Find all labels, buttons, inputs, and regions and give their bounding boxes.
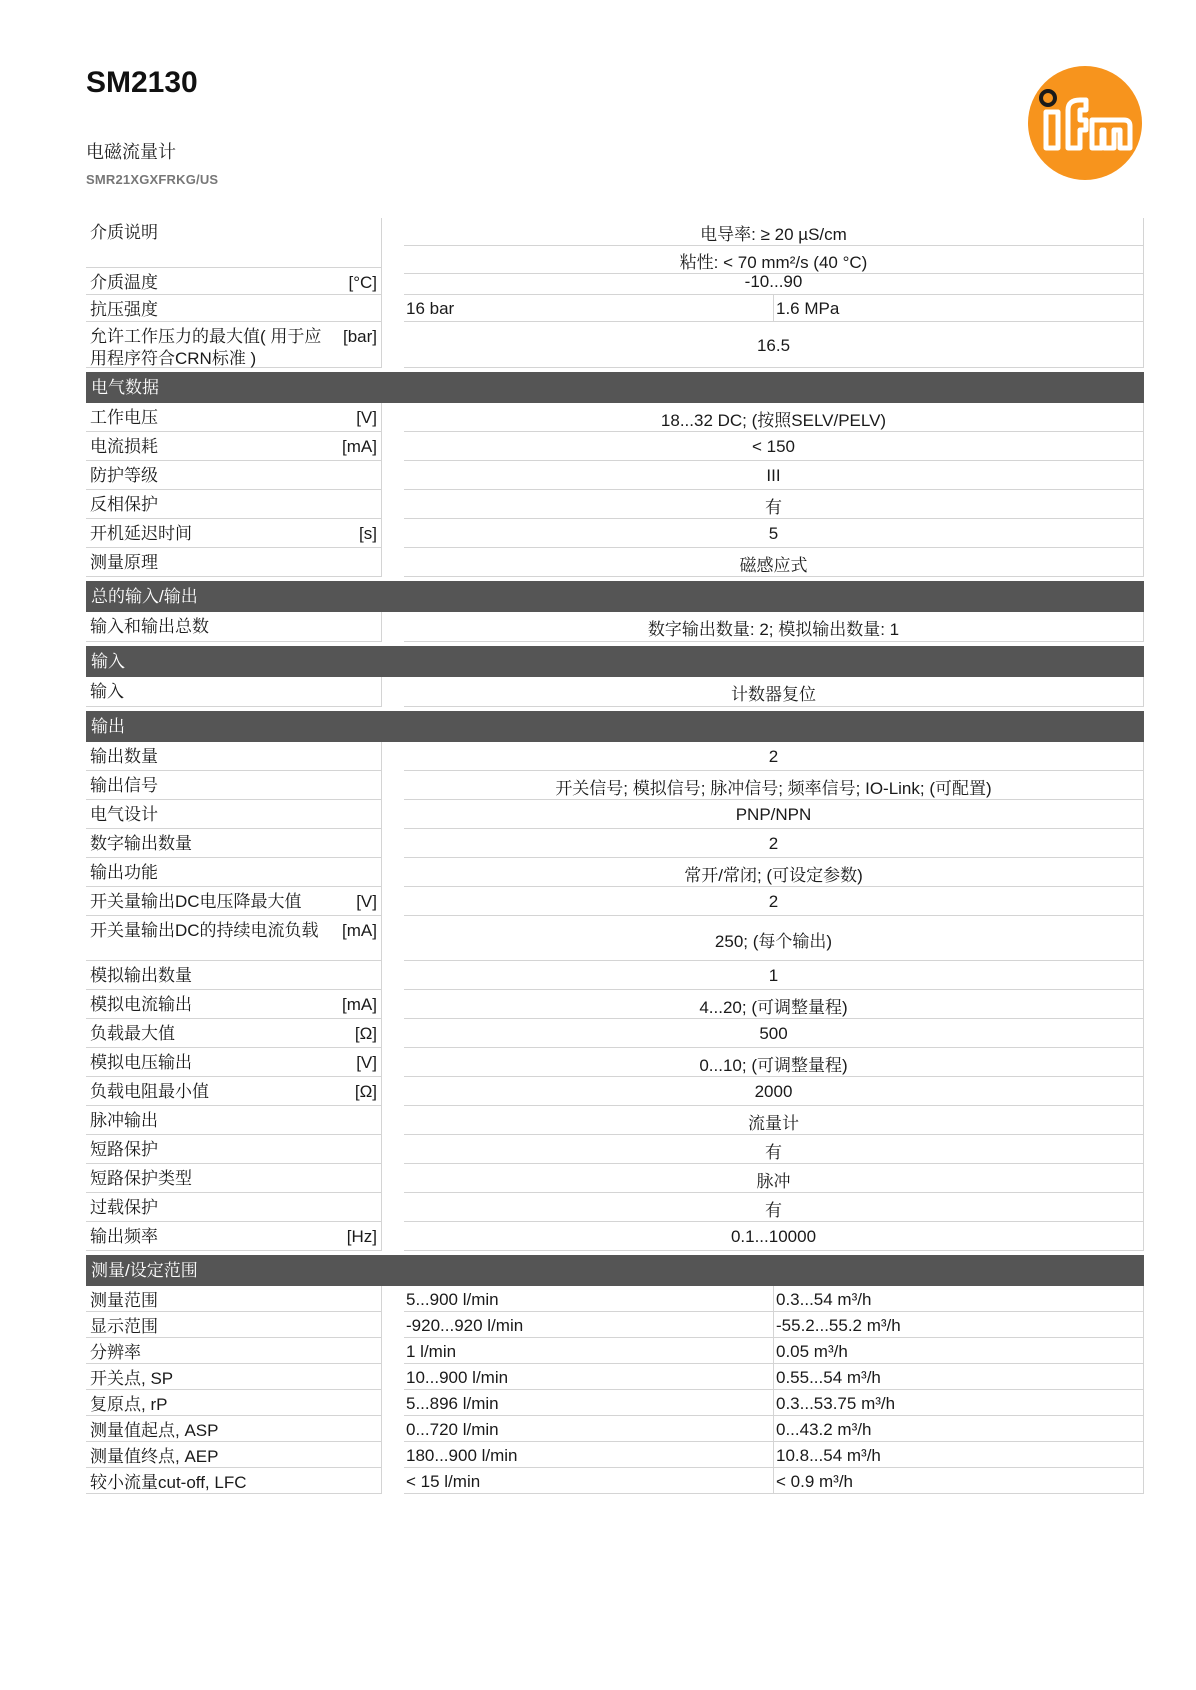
- spec-row: [86, 829, 1144, 858]
- spec-label: [86, 1468, 382, 1494]
- spec-row: [86, 887, 1144, 916]
- spec-label-text: 输出频率: [90, 1227, 158, 1246]
- spec-label-text: 输出功能: [90, 863, 158, 882]
- spacer: [382, 887, 404, 916]
- spec-value: [404, 1193, 1144, 1222]
- spec-value-text: 0.1...10000: [404, 1222, 1144, 1251]
- spec-row: [86, 1468, 1144, 1494]
- spec-label-text: 短路保护类型: [90, 1169, 192, 1188]
- spec-label-text: 较小流量cut-off, LFC: [90, 1473, 247, 1492]
- spec-unit: [Hz]: [346, 1227, 377, 1246]
- spec-value: [404, 961, 1144, 990]
- spec-row: [86, 1135, 1144, 1164]
- spec-label: [86, 961, 382, 990]
- spec-label: [86, 1048, 382, 1077]
- spacer: [382, 1416, 404, 1442]
- spec-label-text: 分辨率: [90, 1343, 141, 1362]
- spec-value-cell: 16 bar: [404, 295, 774, 322]
- spec-value-text: 有: [404, 1135, 1144, 1164]
- spec-value-text: 计数器复位: [404, 677, 1144, 707]
- spec-label: [86, 548, 382, 577]
- spec-label: [86, 1364, 382, 1390]
- spec-row: [86, 1312, 1144, 1338]
- spec-label-text: 抗压强度: [90, 300, 158, 319]
- spacer: [382, 677, 404, 707]
- spec-value-text: 18...32 DC; (按照SELV/PELV): [404, 403, 1144, 432]
- spec-value: [404, 677, 1144, 707]
- spec-unit: [mA]: [342, 437, 377, 456]
- spec-label-text: 负载电阻最小值: [90, 1082, 209, 1101]
- spec-value: [404, 490, 1144, 519]
- spacer: [382, 432, 404, 461]
- spec-value-cell: < 0.9 m³/h: [774, 1468, 1144, 1494]
- spec-value-cell: 0.3...54 m³/h: [774, 1286, 1144, 1312]
- spec-value: [404, 1222, 1144, 1251]
- spec-value-text: 2: [404, 742, 1144, 771]
- spec-label-text: 测量值起点, ASP: [90, 1421, 219, 1440]
- spec-value-cell: 10.8...54 m³/h: [774, 1442, 1144, 1468]
- spacer: [382, 961, 404, 990]
- spec-value-text: 250; (每个输出): [404, 916, 1144, 961]
- spec-value-cell: 1 l/min: [404, 1338, 774, 1364]
- spec-label: [86, 771, 382, 800]
- spacer: [382, 490, 404, 519]
- spec-value: [404, 1135, 1144, 1164]
- spec-label-text: 工作电压: [90, 408, 158, 427]
- spec-value-text: III: [404, 461, 1144, 490]
- spec-value-cell: 1.6 MPa: [774, 295, 1144, 322]
- spec-value-cell: 0...43.2 m³/h: [774, 1416, 1144, 1442]
- spec-value-cell: 0.55...54 m³/h: [774, 1364, 1144, 1390]
- spec-value-cell: 5...900 l/min: [404, 1286, 774, 1312]
- spacer: [382, 403, 404, 432]
- spec-unit: [mA]: [342, 995, 377, 1014]
- spec-unit: [V]: [356, 892, 377, 911]
- spec-value: [404, 1468, 1144, 1494]
- spec-value: [404, 990, 1144, 1019]
- spec-label-text: 测量范围: [90, 1291, 158, 1310]
- spec-label: [86, 1338, 382, 1364]
- spec-label: [86, 322, 382, 368]
- spacer: [382, 1286, 404, 1312]
- spec-row: [86, 742, 1144, 771]
- spec-value-split: [404, 1286, 1144, 1312]
- spec-value: [404, 1312, 1144, 1338]
- spec-value-text: 脉冲: [404, 1164, 1144, 1193]
- spec-unit: [mA]: [342, 921, 377, 940]
- spec-unit: [bar]: [342, 327, 377, 346]
- spacer: [382, 858, 404, 887]
- spec-label-text: 反相保护: [90, 495, 158, 514]
- spec-value: [404, 829, 1144, 858]
- spec-label: [86, 1286, 382, 1312]
- spec-label-text: 模拟电压输出: [90, 1053, 192, 1072]
- spec-row: [86, 800, 1144, 829]
- spec-label-text: 脉冲输出: [90, 1111, 158, 1130]
- spacer: [382, 1312, 404, 1338]
- spacer: [382, 1135, 404, 1164]
- spec-value: [404, 916, 1144, 961]
- spacer: [382, 1077, 404, 1106]
- spec-label: [86, 1193, 382, 1222]
- spec-value: [404, 1442, 1144, 1468]
- spec-label-text: 数字输出数量: [90, 834, 192, 853]
- spec-value: [404, 1286, 1144, 1312]
- product-title: SM2130: [86, 66, 198, 99]
- spec-value: [404, 1048, 1144, 1077]
- spec-label: [86, 742, 382, 771]
- spacer: [382, 1338, 404, 1364]
- spacer: [382, 990, 404, 1019]
- spec-label: [86, 461, 382, 490]
- spec-row: [86, 1019, 1144, 1048]
- spacer: [382, 1048, 404, 1077]
- spec-value-text: 流量计: [404, 1106, 1144, 1135]
- spec-value-cell: 0.05 m³/h: [774, 1338, 1144, 1364]
- spec-value-split: [404, 1442, 1144, 1468]
- section-header: 输出: [86, 711, 1144, 742]
- spec-row: [86, 1364, 1144, 1390]
- spec-value: [404, 612, 1144, 642]
- spacer: [382, 1442, 404, 1468]
- spec-label: [86, 887, 382, 916]
- spec-row: [86, 461, 1144, 490]
- spec-label: [86, 490, 382, 519]
- spec-value-text: 2: [404, 887, 1144, 916]
- spec-label: [86, 1164, 382, 1193]
- spec-label-text: 短路保护: [90, 1140, 158, 1159]
- spec-unit: [Ω]: [354, 1082, 377, 1101]
- spec-row: [86, 1338, 1144, 1364]
- spec-label: [86, 1442, 382, 1468]
- spec-value-cell: 10...900 l/min: [404, 1364, 774, 1390]
- spec-value: [404, 295, 1144, 322]
- spec-value-text: 2: [404, 829, 1144, 858]
- spec-value: [404, 1019, 1144, 1048]
- spec-label-text: 开关量输出DC的持续电流负载: [90, 921, 319, 940]
- spec-row: [86, 916, 1144, 961]
- spec-row: [86, 1193, 1144, 1222]
- spec-value-text: PNP/NPN: [404, 800, 1144, 829]
- spec-value: [404, 742, 1144, 771]
- spec-label: [86, 1416, 382, 1442]
- spec-row: [86, 612, 1144, 642]
- spec-value-cell: -55.2...55.2 m³/h: [774, 1312, 1144, 1338]
- spacer: [382, 1364, 404, 1390]
- spacer: [382, 519, 404, 548]
- spec-row: [86, 1286, 1144, 1312]
- spec-label-text: 输入: [90, 682, 124, 701]
- spec-label-text: 测量原理: [90, 553, 158, 572]
- spec-unit: [Ω]: [354, 1024, 377, 1043]
- spec-label-text: 模拟输出数量: [90, 966, 192, 985]
- spec-value: [404, 403, 1144, 432]
- spacer: [382, 612, 404, 642]
- spec-table: [86, 218, 1144, 1494]
- spec-label: [86, 1135, 382, 1164]
- spacer: [382, 1222, 404, 1251]
- spec-row: [86, 268, 1144, 295]
- spec-value-cell: -920...920 l/min: [404, 1312, 774, 1338]
- spec-label: [86, 990, 382, 1019]
- spec-label: [86, 612, 382, 642]
- spec-row: [86, 1077, 1144, 1106]
- spec-value: [404, 519, 1144, 548]
- spacer: [382, 1164, 404, 1193]
- spec-label: [86, 295, 382, 322]
- spec-value-split: [404, 1338, 1144, 1364]
- spec-label: [86, 1312, 382, 1338]
- spec-label-text: 介质说明: [90, 223, 158, 242]
- spec-value: [404, 887, 1144, 916]
- spacer: [382, 461, 404, 490]
- spec-value-cell: 0...720 l/min: [404, 1416, 774, 1442]
- spec-label-text: 输入和输出总数: [90, 617, 209, 636]
- spec-label-text: 复原点, rP: [90, 1395, 168, 1414]
- spec-value-text: 16.5: [404, 322, 1144, 368]
- spacer: [382, 800, 404, 829]
- spec-value: [404, 1106, 1144, 1135]
- spec-value-split: [404, 1364, 1144, 1390]
- spec-label: [86, 1222, 382, 1251]
- spec-value: [404, 461, 1144, 490]
- spec-label: [86, 432, 382, 461]
- spec-row: [86, 858, 1144, 887]
- spec-value-text: -10...90: [404, 268, 1144, 295]
- spec-value: [404, 1390, 1144, 1416]
- spec-row: [86, 295, 1144, 322]
- section-header: 测量/设定范围: [86, 1255, 1144, 1286]
- spec-label-text: 过载保护: [90, 1198, 158, 1217]
- spec-row: [86, 1442, 1144, 1468]
- ifm-logo: [1026, 64, 1144, 182]
- spec-label: [86, 268, 382, 295]
- spec-value: [404, 771, 1144, 800]
- spec-label: [86, 677, 382, 707]
- spec-value: [404, 322, 1144, 368]
- spec-row: [86, 218, 1144, 272]
- spec-row: [86, 1222, 1144, 1251]
- spec-row: [86, 990, 1144, 1019]
- spec-label: [86, 218, 382, 268]
- spacer: [382, 1390, 404, 1416]
- spec-row: [86, 961, 1144, 990]
- spec-row: [86, 322, 1144, 368]
- spec-value-split: [404, 1468, 1144, 1494]
- spec-label-text: 允许工作压力的最大值( 用于应用程序符合CRN标准 ): [90, 327, 322, 368]
- spec-unit: [°C]: [348, 273, 377, 292]
- spacer: [382, 218, 404, 268]
- spec-label-text: 输出数量: [90, 747, 158, 766]
- spec-label-text: 显示范围: [90, 1317, 158, 1336]
- spec-label: [86, 1019, 382, 1048]
- spec-label: [86, 519, 382, 548]
- product-subtitle: 电磁流量计: [86, 142, 176, 162]
- spec-label: [86, 829, 382, 858]
- spec-value: [404, 1364, 1144, 1390]
- spec-value: [404, 858, 1144, 887]
- spec-row: [86, 519, 1144, 548]
- spec-label-text: 开机延迟时间: [90, 524, 192, 543]
- spacer: [382, 295, 404, 322]
- spacer: [382, 771, 404, 800]
- spec-row: [86, 1106, 1144, 1135]
- spec-label-text: 模拟电流输出: [90, 995, 192, 1014]
- spec-label: [86, 1106, 382, 1135]
- spec-value: [404, 548, 1144, 577]
- spacer: [382, 742, 404, 771]
- spacer: [382, 322, 404, 368]
- spacer: [382, 1193, 404, 1222]
- spec-label: [86, 800, 382, 829]
- spec-value-cell: 0.3...53.75 m³/h: [774, 1390, 1144, 1416]
- product-code: SMR21XGXFRKG/US: [86, 172, 219, 187]
- spacer: [382, 1106, 404, 1135]
- spec-label-text: 测量值终点, AEP: [90, 1447, 219, 1466]
- spec-value-text: 有: [404, 490, 1144, 519]
- spec-label-text: 开关量输出DC电压降最大值: [90, 892, 302, 911]
- spec-value-text: 2000: [404, 1077, 1144, 1106]
- spec-row: [86, 548, 1144, 577]
- spec-unit: [s]: [359, 524, 377, 543]
- spec-label: [86, 1390, 382, 1416]
- spec-value-text: 500: [404, 1019, 1144, 1048]
- spec-label-text: 负载最大值: [90, 1024, 175, 1043]
- spec-value-text: 粘性: < 70 mm²/s (40 °C): [404, 246, 1144, 274]
- spec-row: [86, 771, 1144, 800]
- spec-value-split: [404, 1312, 1144, 1338]
- spec-value-text: 有: [404, 1193, 1144, 1222]
- spec-value-text: 0...10; (可调整量程): [404, 1048, 1144, 1077]
- spec-value-text: 磁感应式: [404, 548, 1144, 577]
- section-header: 总的输入/输出: [86, 581, 1144, 612]
- spec-value-split: [404, 295, 1144, 322]
- spacer: [382, 916, 404, 961]
- spec-value-text: 5: [404, 519, 1144, 548]
- spec-row: [86, 1416, 1144, 1442]
- spec-row: [86, 1390, 1144, 1416]
- spec-label: [86, 916, 382, 961]
- spec-value-text: 1: [404, 961, 1144, 990]
- spec-label-text: 开关点, SP: [90, 1369, 174, 1388]
- spec-label: [86, 858, 382, 887]
- spec-row: [86, 1048, 1144, 1077]
- spacer: [382, 1468, 404, 1494]
- spec-value-cell: < 15 l/min: [404, 1468, 774, 1494]
- spec-label-text: 电流损耗: [90, 437, 158, 456]
- spec-value-text: < 150: [404, 432, 1144, 461]
- spec-value-text: 4...20; (可调整量程): [404, 990, 1144, 1019]
- section-header: 电气数据: [86, 372, 1144, 403]
- spec-label-text: 输出信号: [90, 776, 158, 795]
- spec-value: [404, 218, 1144, 272]
- spec-value: [404, 1338, 1144, 1364]
- spec-value-text: 数字输出数量: 2; 模拟输出数量: 1: [404, 612, 1144, 642]
- spec-value: [404, 268, 1144, 295]
- spec-unit: [V]: [356, 1053, 377, 1072]
- spacer: [382, 268, 404, 295]
- spec-value-text: 开关信号; 模拟信号; 脉冲信号; 频率信号; IO-Link; (可配置): [404, 771, 1144, 800]
- spec-value-split: [404, 1416, 1144, 1442]
- spec-row: [86, 1164, 1144, 1193]
- spec-label: [86, 403, 382, 432]
- spec-row: [86, 490, 1144, 519]
- spec-value: [404, 1077, 1144, 1106]
- spec-value: [404, 432, 1144, 461]
- spec-row: [86, 677, 1144, 707]
- spec-value-cell: 180...900 l/min: [404, 1442, 774, 1468]
- spacer: [382, 1019, 404, 1048]
- section-header: 输入: [86, 646, 1144, 677]
- spec-label-text: 防护等级: [90, 466, 158, 485]
- spec-value: [404, 1416, 1144, 1442]
- spec-unit: [V]: [356, 408, 377, 427]
- spec-value-cell: 5...896 l/min: [404, 1390, 774, 1416]
- spec-label-text: 电气设计: [90, 805, 158, 824]
- spec-value: [404, 1164, 1144, 1193]
- spec-label: [86, 1077, 382, 1106]
- spacer: [382, 829, 404, 858]
- spec-row: [86, 432, 1144, 461]
- spec-value-split: [404, 1390, 1144, 1416]
- spec-value-text: 常开/常闭; (可设定参数): [404, 858, 1144, 887]
- spec-value: [404, 800, 1144, 829]
- spacer: [382, 548, 404, 577]
- spec-value-text: 电导率: ≥ 20 µS/cm: [404, 218, 1144, 246]
- spec-row: [86, 403, 1144, 432]
- spec-label-text: 介质温度: [90, 273, 158, 292]
